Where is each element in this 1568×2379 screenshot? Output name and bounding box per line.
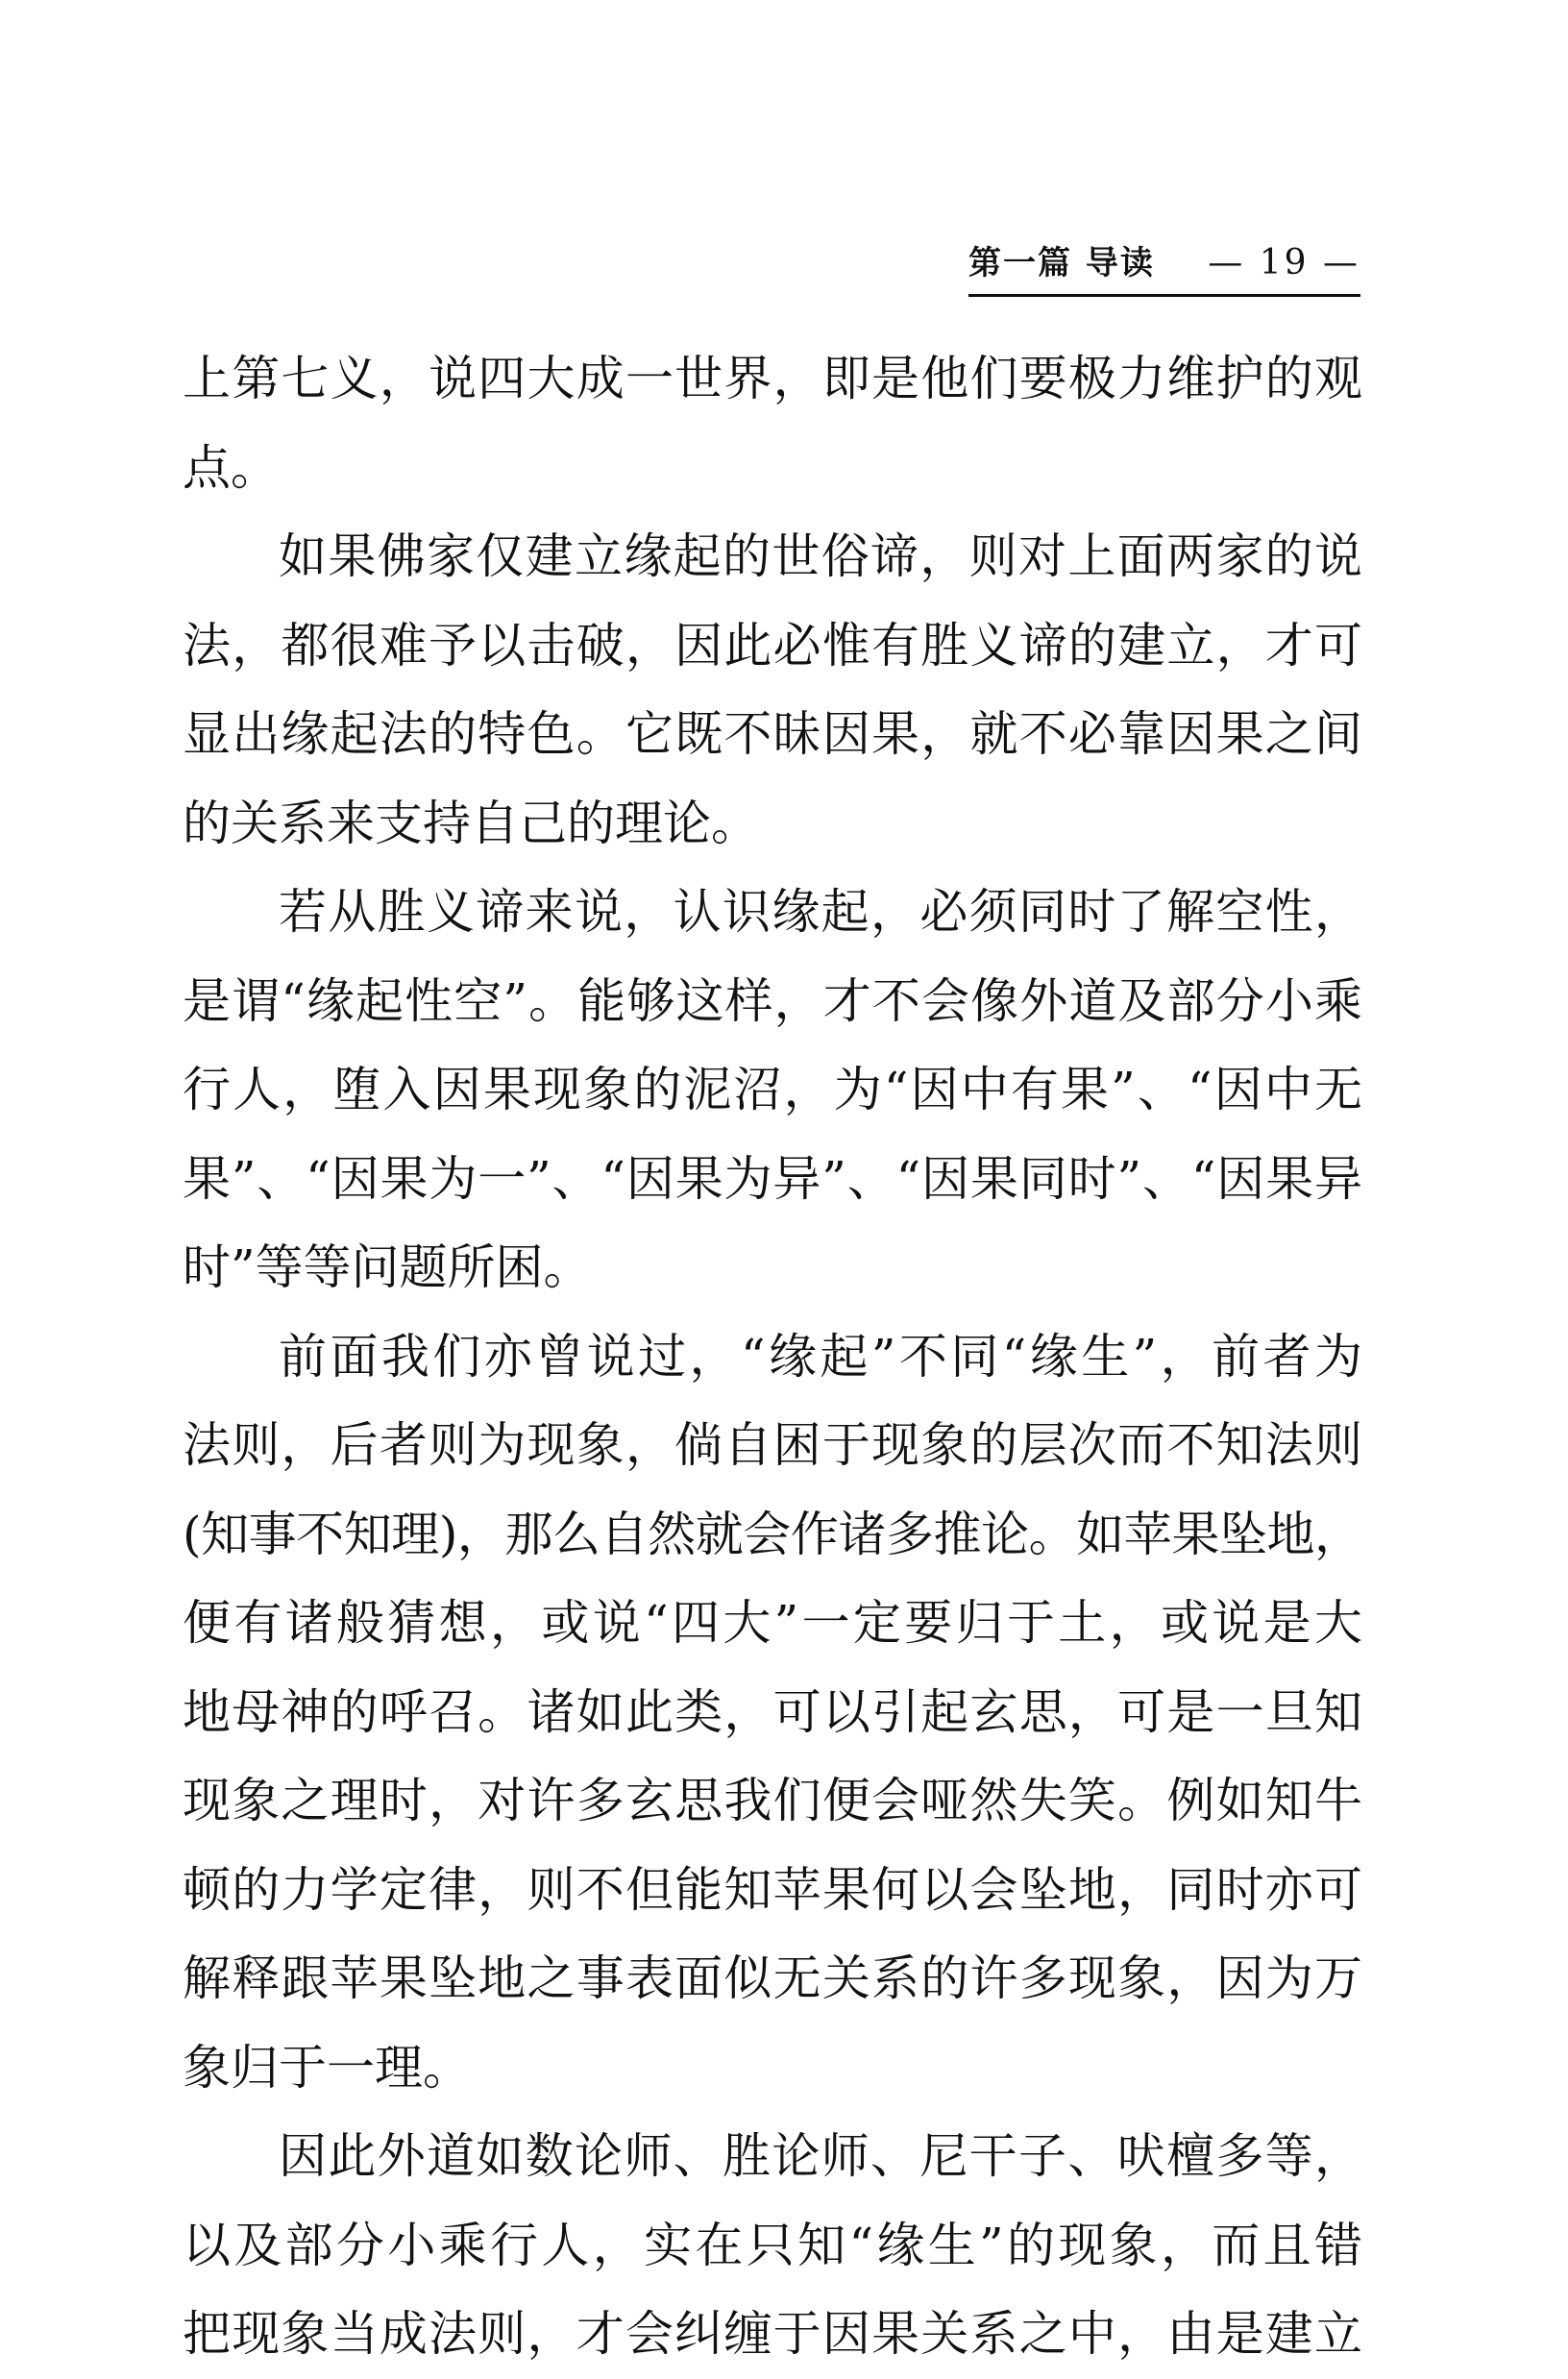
text-line: 顿的力学定律，则不但能知苹果何以会坠地，同时亦可 <box>183 1861 1364 1918</box>
text-line: 法，都很难予以击破，因此必惟有胜义谛的建立，才可 <box>183 617 1364 674</box>
text-line: 解释跟苹果坠地之事表面似无关系的许多现象，因为万 <box>183 1950 1364 2006</box>
text-line: 把现象当成法则，才会纠缠于因果关系之中，由是建立 <box>183 2306 1364 2362</box>
text-line: (知事不知理)，那么自然就会作诸多推论。如苹果坠地， <box>183 1506 1362 1562</box>
text-line: 法则，后者则为现象，倘自困于现象的层次而不知法则 <box>183 1417 1364 1473</box>
text-line: 点。 <box>183 439 279 496</box>
text-line: 以及部分小乘行人，实在只知“缘生”的现象，而且错 <box>183 2217 1366 2273</box>
text-line: 地母神的呼召。诸如此类，可以引起玄思，可是一旦知 <box>183 1683 1364 1740</box>
text-line: 前面我们亦曾说过，“缘起”不同“缘生”，前者为 <box>279 1328 1366 1385</box>
text-line: 是谓“缘起性空”。能够这样，才不会像外道及部分小乘 <box>183 972 1364 1029</box>
text-line: 便有诸般猜想，或说“四大”一定要归于土，或说是大 <box>183 1595 1366 1651</box>
running-header <box>968 240 1360 297</box>
text-line: 果”、“因果为一”、“因果为异”、“因果同时”、“因果异 <box>183 1150 1363 1207</box>
text-line: 显出缘起法的特色。它既不昧因果，就不必靠因果之间 <box>183 706 1364 762</box>
text-line: 时”等等问题所困。 <box>183 1239 592 1295</box>
page-number: — 19 — <box>1208 243 1360 282</box>
text-line: 的关系来支持自己的理论。 <box>183 795 759 851</box>
text-line: 若从胜义谛来说，认识缘起，必须同时了解空性， <box>279 884 1364 940</box>
text-line: 现象之理时，对许多玄思我们便会哑然失笑。例如知牛 <box>183 1773 1364 1828</box>
text-line: 行人，堕入因果现象的泥沼，为“因中有果”、“因中无 <box>183 1062 1365 1117</box>
chapter-title: 第一篇 导读 <box>968 244 1155 282</box>
text-line: 上第七义，说四大成一世界，即是他们要极力维护的观 <box>183 351 1364 406</box>
text-line: 如果佛家仅建立缘起的世俗谛，则对上面两家的说 <box>279 528 1364 584</box>
text-line: 象归于一理。 <box>183 2039 471 2096</box>
body-text <box>183 334 1366 2379</box>
text-line: 因此外道如数论师、胜论师、尼干子、吠檀多等， <box>279 2128 1364 2184</box>
